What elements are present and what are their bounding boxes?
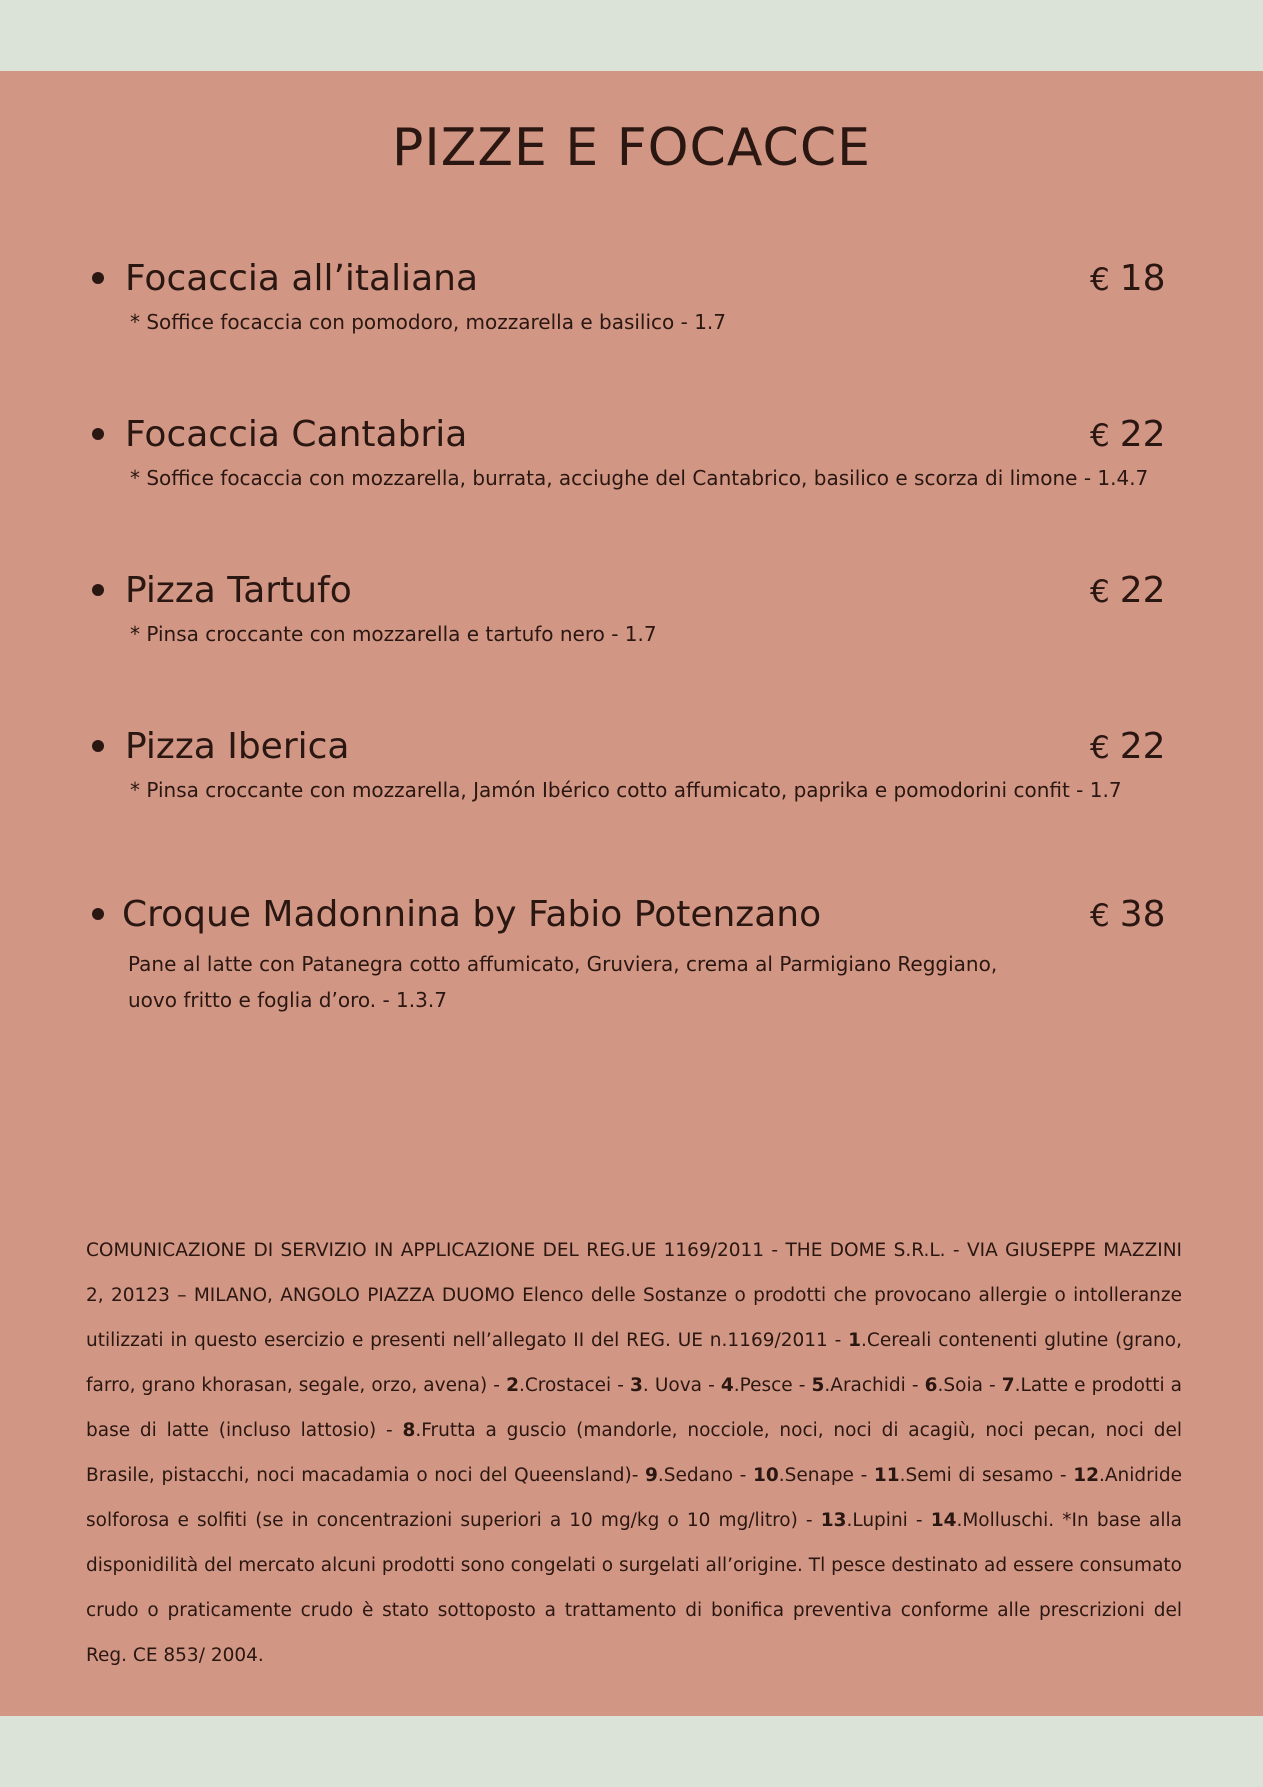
item-description-line: Pane al latte con Patanegra cotto affumicato, Gruviera, crema al Parmigiano Reggiano, — [128, 952, 998, 976]
allergen-number: 3 — [630, 1375, 643, 1396]
menu-item — [0, 414, 1263, 490]
allergen-text: .Lupini - — [846, 1510, 931, 1531]
allergen-text: . Uova - — [642, 1375, 721, 1396]
item-price — [1090, 726, 1166, 767]
item-price — [1090, 258, 1166, 299]
bullet-icon — [92, 584, 104, 596]
item-name: Pizza Tartufo — [125, 570, 352, 611]
bullet-icon — [92, 740, 104, 752]
allergen-text: .Arachidi - — [824, 1375, 925, 1396]
allergen-text: .Cereali contenenti glutine (grano, farro, grano khorasan, segale, orzo, avena) - — [86, 1330, 1182, 1396]
item-name: Croque Madonnina by Fabio Potenzano — [122, 894, 822, 935]
allergen-text: .Crostacei - — [518, 1375, 631, 1396]
allergen-number: 2 — [506, 1375, 519, 1396]
allergen-number: 7 — [1001, 1375, 1015, 1396]
allergen-footnote: *In base alla disponidilità del mercato alcuni prodotti sono congelati o surgelati all’origine. Tl pesce destinato ad essere consumato crudo o praticamente crudo è stato sottoposto a trattamento di bonifica preventiva conforme alle prescrizioni del Reg. CE 853/ 2004. — [86, 1510, 1182, 1666]
item-description-line: uovo fritto e foglia d’oro. - 1.3.7 — [128, 988, 447, 1012]
top-margin-band — [0, 0, 1263, 71]
allergen-number: 1 — [848, 1330, 862, 1351]
item-price — [1090, 414, 1166, 455]
menu-item — [0, 570, 1263, 646]
euro-symbol: € — [1090, 574, 1110, 610]
allergen-number: 6 — [924, 1375, 938, 1396]
allergen-notice — [86, 1228, 1182, 1678]
item-name: Focaccia all’italiana — [125, 258, 479, 299]
price-value: 38 — [1119, 894, 1166, 935]
allergen-number: 8 — [402, 1420, 416, 1441]
allergen-number: 10 — [753, 1465, 779, 1486]
allergen-text: .Pesce - — [733, 1375, 812, 1396]
allergen-text: .Molluschi. — [956, 1510, 1063, 1531]
price-value: 18 — [1119, 258, 1166, 299]
allergen-text: .Frutta a guscio (mandorle, nocciole, noci, noci di acagiù, noci pecan, noci del Brasile, pistacchi, noci macadamia o noci del Queensland)- — [86, 1420, 1182, 1486]
allergen-number: 14 — [930, 1510, 957, 1531]
item-description: * Pinsa croccante con mozzarella e tartufo nero - 1.7 — [130, 622, 657, 646]
allergen-number: 5 — [811, 1375, 825, 1396]
menu-item — [0, 726, 1263, 802]
allergen-text: .Sedano - — [657, 1465, 753, 1486]
allergen-text: .Senape - — [778, 1465, 874, 1486]
euro-symbol: € — [1090, 418, 1110, 454]
euro-symbol: € — [1090, 730, 1110, 766]
price-value: 22 — [1119, 726, 1166, 767]
allergen-text: .Anidride solforosa e solfiti (se in concentrazioni superiori a 10 mg/kg o 10 mg/litro) - — [86, 1465, 1182, 1531]
allergen-number: 9 — [645, 1465, 658, 1486]
item-price — [1090, 570, 1166, 611]
allergen-number: 4 — [720, 1375, 734, 1396]
allergen-text: .Latte e prodotti a base di latte (incluso lattosio) - — [86, 1375, 1183, 1441]
allergen-text: .Soia - — [937, 1375, 1002, 1396]
price-value: 22 — [1119, 570, 1166, 611]
allergen-number: 12 — [1073, 1465, 1099, 1486]
bullet-icon — [92, 272, 104, 284]
allergen-intro: COMUNICAZIONE DI SERVIZIO IN APPLICAZIONE DEL REG.UE 1169/2011 - THE DOME S.R.L. - VIA GIUSEPPE MAZZINI 2, 20123 – MILANO, ANGOLO PIAZZA DUOMO Elenco delle Sostanze o prodotti che provocano allergie o intolleranze utilizzati in questo esercizio e presenti nell’allegato II del REG. UE n.1169/2011 - — [86, 1240, 1182, 1351]
item-name: Focaccia Cantabria — [125, 414, 468, 455]
allergen-number: 11 — [873, 1465, 900, 1486]
bottom-margin-band — [0, 1716, 1263, 1787]
allergen-text: .Semi di sesamo - — [899, 1465, 1074, 1486]
menu-item — [0, 258, 1263, 334]
euro-symbol: € — [1090, 898, 1110, 934]
item-price — [1090, 894, 1166, 935]
page-title: PIZZE E FOCACCE — [392, 118, 871, 178]
menu-item — [0, 894, 1263, 1012]
allergen-number: 13 — [820, 1510, 847, 1531]
item-description: * Soffice focaccia con mozzarella, burrata, acciughe del Cantabrico, basilico e scorza di limone - 1.4.7 — [130, 466, 1149, 490]
item-description: * Soffice focaccia con pomodoro, mozzarella e basilico - 1.7 — [130, 310, 727, 334]
item-description — [128, 946, 997, 1018]
bullet-icon — [92, 428, 104, 440]
euro-symbol: € — [1090, 262, 1110, 298]
bullet-icon — [92, 908, 104, 920]
item-description: * Pinsa croccante con mozzarella, Jamón Ibérico cotto affumicato, paprika e pomodorini confit - 1.7 — [130, 778, 1122, 802]
item-name: Pizza Iberica — [125, 726, 350, 767]
price-value: 22 — [1119, 414, 1166, 455]
